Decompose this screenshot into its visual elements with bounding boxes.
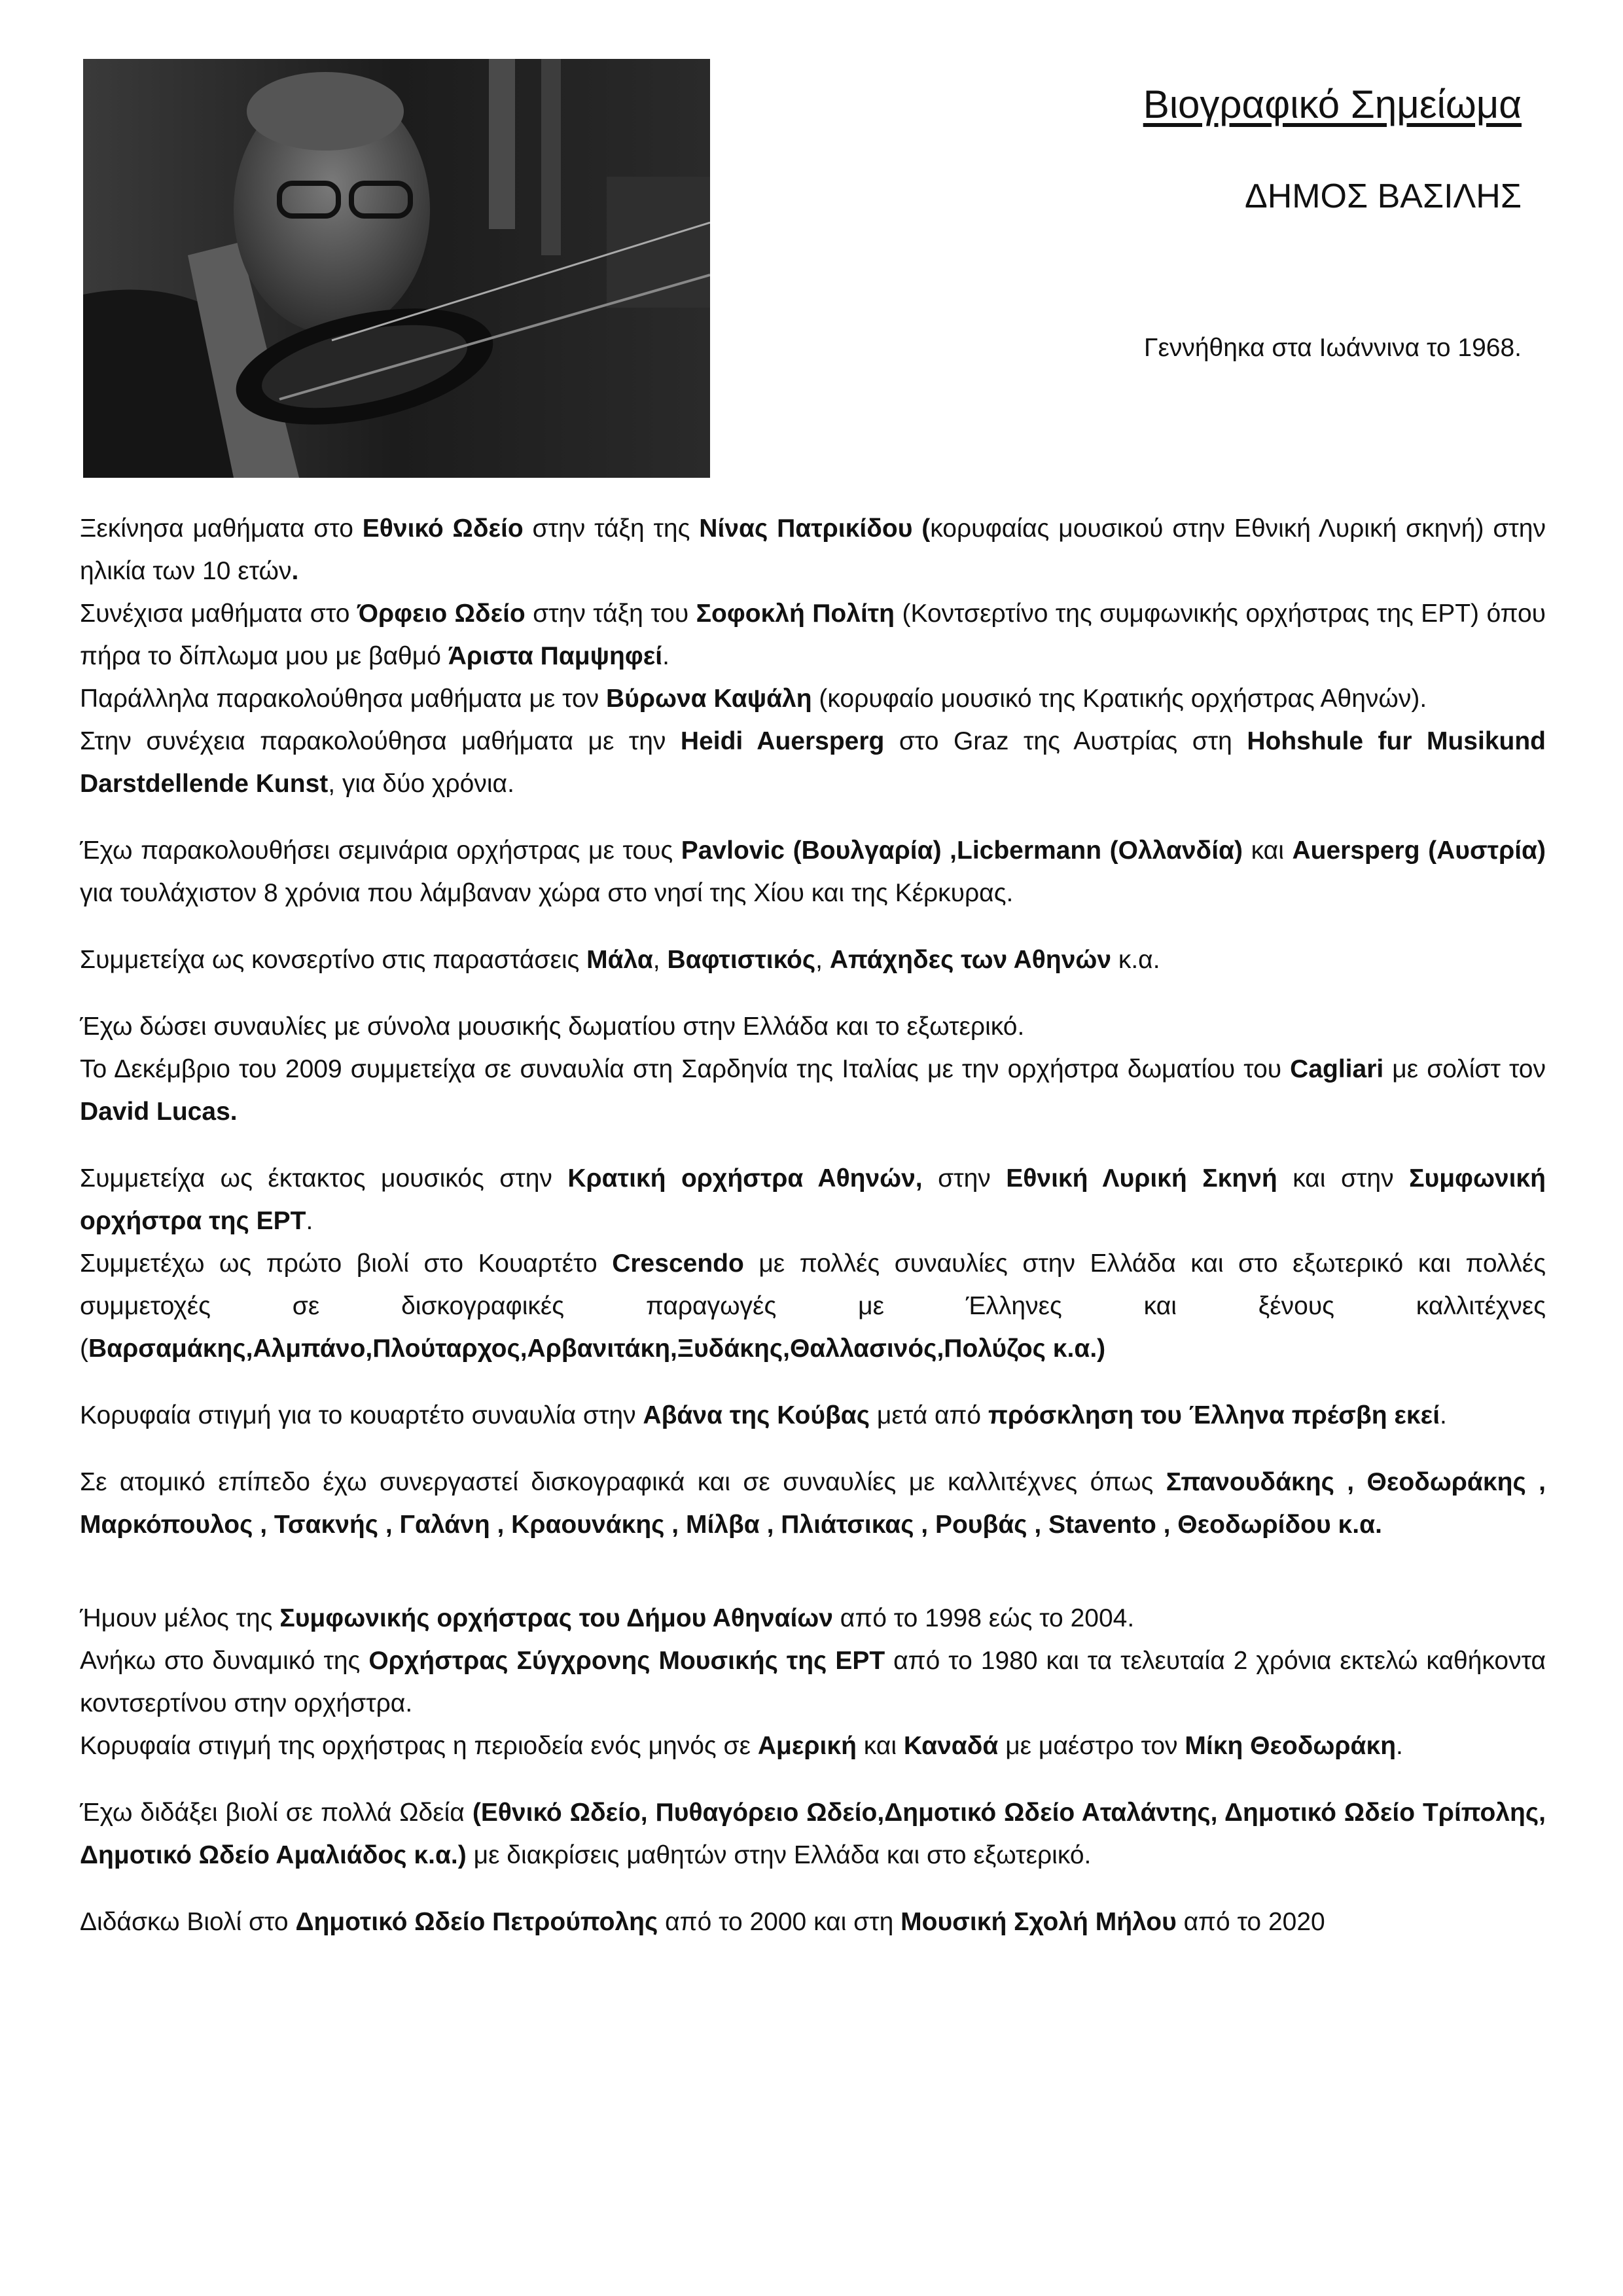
bold-text: πρόσκληση του Έλληνα πρέσβη εκεί: [988, 1401, 1440, 1429]
bio-paragraph: [80, 592, 1546, 677]
paragraph-text: από το 2020: [1176, 1908, 1325, 1936]
portrait-photo: [83, 59, 710, 478]
paragraph-text: Ξεκίνησα μαθήματα στο: [80, 514, 363, 543]
bold-text: Μάλα: [586, 946, 653, 974]
paragraph-text: Ήμουν μέλος της: [80, 1604, 280, 1632]
paragraph-text: μετά από: [870, 1401, 988, 1429]
bio-paragraph: [80, 1048, 1546, 1133]
paragraph-text: , για δύο χρόνια.: [328, 770, 514, 798]
paragraph-text: [912, 514, 921, 543]
paragraph-text: Συμμετείχα ως έκτακτος μουσικός στην: [80, 1164, 568, 1193]
paragraph-text: ,: [815, 946, 830, 974]
paragraph-text: και: [856, 1732, 904, 1760]
bold-text: Crescendo: [612, 1249, 744, 1278]
bold-text: (: [921, 514, 931, 543]
bio-paragraph: [80, 939, 1546, 981]
paragraph-text: με πολλές συναυλίες στην Ελλάδα και στο εξωτερικό και πολλές συμμετοχές σε δισκογραφικές παραγωγές με Έλληνες και ξένους καλλιτέχνες (: [80, 1249, 1546, 1363]
paragraph-text: Διδάσκω Βιολί στο: [80, 1908, 296, 1936]
paragraph-text: με μαέστρο τον: [998, 1732, 1185, 1760]
bio-paragraph: [80, 677, 1546, 720]
page-title: Βιογραφικό Σημείωμα: [1143, 82, 1522, 126]
paragraph-text: από το 1980 και τα τελευταία 2 χρόνια εκτελώ καθήκοντα κοντσερτίνου στην ορχήστρα.: [80, 1647, 1546, 1717]
birth-info: Γεννήθηκα στα Ιωάννινα το 1968.: [1143, 334, 1522, 362]
paragraph-text: Κορυφαία στιγμή για το κουαρτέτο συναυλία στην: [80, 1401, 643, 1429]
bio-paragraph: [80, 1725, 1546, 1767]
paragraph-text: Έχω διδάξει βιολί σε πολλά Ωδεία: [80, 1799, 473, 1827]
paragraph-text: κορυφαίας μουσικού στην Εθνική Λυρική σκηνή) στην ηλικία των 10 ετών: [80, 514, 1546, 585]
bold-text: Εθνική Λυρική Σκηνή: [1006, 1164, 1277, 1193]
bold-text: Συμφωνική ορχήστρα της ΕΡΤ: [80, 1164, 1546, 1235]
bold-text: Auersperg (Αυστρία): [1292, 836, 1546, 865]
bold-text: Σοφοκλή Πολίτη: [696, 600, 895, 628]
bold-text: David Lucas.: [80, 1098, 238, 1126]
bio-paragraph: [80, 1791, 1546, 1876]
bold-text: Βύρωνα Καψάλη: [606, 685, 812, 713]
bold-text: Αβάνα της Κούβας: [643, 1401, 870, 1429]
paragraph-text: Ανήκω στο δυναμικό της: [80, 1647, 369, 1675]
bold-text: Pavlovic (Βουλγαρία) ,Licbermann (Ολλανδία): [681, 836, 1243, 865]
bio-paragraph: [80, 1005, 1546, 1048]
bold-text: (Εθνικό Ωδείο, Πυθαγόρειο Ωδείο,Δημοτικό Ωδείο Αταλάντης, Δημοτικό Ωδείο Τρίπολης, Δημοτικό Ωδείο Αμαλιάδος κ.α.): [80, 1799, 1546, 1869]
bio-paragraph: [80, 1242, 1546, 1370]
paragraph-text: από το 1998 εώς το 2004.: [832, 1604, 1135, 1632]
bio-paragraph: [80, 829, 1546, 914]
bold-text: Όρφειο Ωδείο: [357, 600, 526, 628]
bio-paragraph: [80, 1901, 1546, 1943]
paragraph-text: με σολίστ τον: [1383, 1055, 1546, 1083]
paragraph-text: Παράλληλα παρακολούθησα μαθήματα με τον: [80, 685, 607, 713]
bio-paragraph: [80, 1461, 1546, 1546]
bold-text: Βαφτιστικός: [667, 946, 816, 974]
bold-text: Αμερική: [757, 1732, 857, 1760]
bold-text: Σπανουδάκης , Θεοδωράκης , Μαρκόπουλος , Τσακνής , Γαλάνη , Κραουνάκης , Μίλβα , Πλιάτσικας , Ρουβάς , Stavento , Θεοδωρίδου κ.α.: [80, 1468, 1546, 1539]
paragraph-text: Κορυφαία στιγμή της ορχήστρας η περιοδεία ενός μηνός σε: [80, 1732, 758, 1760]
bold-text: Κρατική ορχήστρα Αθηνών,: [567, 1164, 923, 1193]
bold-text: Δημοτικό Ωδείο Πετρούπολης: [295, 1908, 658, 1936]
bold-text: Ορχήστρας Σύγχρονης Μουσικής της ΕΡΤ: [368, 1647, 885, 1675]
paragraph-text: για τουλάχιστον 8 χρόνια που λάμβαναν χώρα στο νησί της Χίου και της Κέρκυρας.: [80, 879, 1014, 907]
bold-text: Καναδά: [903, 1732, 999, 1760]
paragraph-text: .: [1396, 1732, 1403, 1760]
bio-paragraph: [80, 507, 1546, 592]
paragraph-text: Στην συνέχεια παρακολούθησα μαθήματα με την: [80, 727, 681, 755]
bold-text: Hohshule fur Musikund Darstdellende Kunst: [80, 727, 1546, 798]
bio-paragraph: [80, 720, 1546, 805]
paragraph-text: Το Δεκέμβριο του 2009 συμμετείχα σε συναυλία στη Σαρδηνία της Ιταλίας με την ορχήστρα δωματίου του: [80, 1055, 1291, 1083]
paragraph-text: Συμμετείχα ως κονσερτίνο στις παραστάσεις: [80, 946, 587, 974]
paragraph-text: (Κοντσερτίνο της συμφωνικής ορχήστρας της ΕΡΤ) όπου πήρα το δίπλωμα μου με βαθμό: [80, 600, 1546, 670]
paragraph-text: στο Graz της Αυστρίας στη: [884, 727, 1247, 755]
paragraph-text: Συνέχισα μαθήματα στο: [80, 600, 357, 628]
paragraph-text: .: [1440, 1401, 1447, 1429]
paragraph-text: Έχω δώσει συναυλίες με σύνολα μουσικής δωματίου στην Ελλάδα και το εξωτερικό.: [80, 1013, 1025, 1041]
paragraph-text: στην τάξη του: [525, 600, 696, 628]
paragraph-text: Συμμετέχω ως πρώτο βιολί στο Κουαρτέτο: [80, 1249, 613, 1278]
bio-paragraph: [80, 1157, 1546, 1242]
paragraph-text: Σε ατομικό επίπεδο έχω συνεργαστεί δισκογραφικά και σε συναυλίες με καλλιτέχνες όπως: [80, 1468, 1166, 1496]
bio-paragraph: [80, 1597, 1546, 1640]
bold-text: Απάχηδες των Αθηνών: [829, 946, 1112, 974]
bold-text: Μουσική Σχολή Μήλου: [901, 1908, 1177, 1936]
biography-body: [80, 507, 1546, 1943]
bold-text: Συμφωνικής ορχήστρας του Δήμου Αθηναίων: [279, 1604, 833, 1632]
violinist-photo-icon: [83, 59, 710, 478]
bold-text: Heidi Auersperg: [680, 727, 885, 755]
bio-paragraph: [80, 1640, 1546, 1725]
bio-paragraph: [80, 1394, 1546, 1437]
paragraph-text: (κορυφαίο μουσικό της Κρατικής ορχήστρας Αθηνών).: [812, 685, 1427, 713]
paragraph-text: .: [662, 642, 669, 670]
paragraph-text: Έχω παρακολουθήσει σεμινάρια ορχήστρας με τους: [80, 836, 681, 865]
bold-text: Μίκη Θεοδωράκη: [1185, 1732, 1397, 1760]
paragraph-text: στην: [922, 1164, 1007, 1193]
paragraph-text: με διακρίσεις μαθητών στην Ελλάδα και στο εξωτερικό.: [466, 1841, 1092, 1869]
paragraph-text: από το 2000 και στη: [658, 1908, 901, 1936]
paragraph-text: και στην: [1277, 1164, 1410, 1193]
paragraph-text: και: [1243, 836, 1293, 865]
person-name: ΔΗΜΟΣ ΒΑΣΙΛΗΣ: [1244, 177, 1522, 215]
paragraph-text: .: [306, 1207, 313, 1235]
bold-text: Νίνας Πατρικίδου: [699, 514, 913, 543]
bold-text: Cagliari: [1290, 1055, 1384, 1083]
paragraph-text: στην τάξη της: [523, 514, 700, 543]
bold-text: Εθνικό Ωδείο: [362, 514, 524, 543]
paragraph-text: ,: [652, 946, 668, 974]
bold-text: Άριστα Παμψηφεί: [448, 642, 663, 670]
paragraph-text: κ.α.: [1111, 946, 1160, 974]
bold-text: .: [291, 557, 299, 585]
bold-text: Βαρσαμάκης,Αλμπάνο,Πλούταρχος,Αρβανιτάκη,Ξυδάκης,Θαλλασινός,Πολύζος κ.α.): [88, 1335, 1106, 1363]
